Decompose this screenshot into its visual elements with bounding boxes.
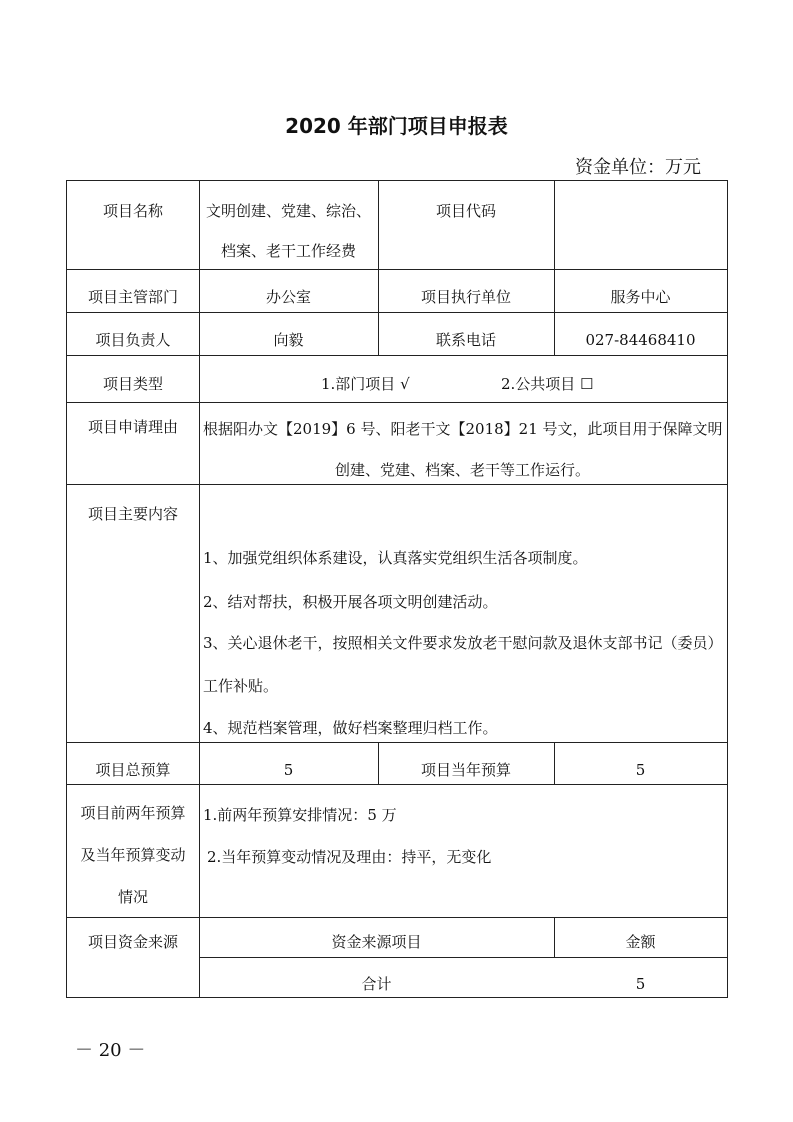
exec-unit-value: 服务中心 (610, 288, 671, 306)
reason-label: 项目申请理由 (87, 418, 178, 436)
prev-label-line3: 情况 (117, 888, 148, 906)
year-budget-value: 5 (635, 761, 646, 779)
prev-change-line: 2.当年预算变动情况及理由：持平，无变化 (207, 848, 492, 866)
row-divider (67, 784, 727, 785)
funding-total-label: 合计 (361, 975, 392, 993)
content-label: 项目主要内容 (87, 505, 178, 523)
dept-value: 办公室 (265, 288, 311, 306)
funding-label: 项目资金来源 (87, 933, 178, 951)
row-divider (67, 312, 727, 313)
project-name-label: 项目名称 (102, 202, 163, 220)
project-code-label: 项目代码 (435, 202, 496, 220)
dept-label: 项目主管部门 (87, 288, 178, 306)
total-budget-value: 5 (283, 761, 294, 779)
content-line: 1、加强党组织体系建设，认真落实党组织生活各项制度。 (203, 549, 588, 567)
total-budget-label: 项目总预算 (95, 761, 171, 779)
phone-label: 联系电话 (435, 331, 496, 349)
project-name-value-line2: 档案、老干工作经费 (220, 242, 356, 260)
row-divider (67, 402, 727, 403)
funding-total-value: 5 (635, 975, 646, 993)
owner-value: 向毅 (273, 331, 304, 349)
row-divider (67, 355, 727, 356)
row-divider (199, 957, 727, 958)
column-divider (554, 181, 555, 355)
funding-item-header: 资金来源项目 (331, 933, 422, 951)
row-divider (67, 484, 727, 485)
type-option-department: 1.部门项目 √ (321, 375, 410, 393)
row-divider (67, 742, 727, 743)
content-line: 2、结对帮扶，积极开展各项文明创建活动。 (203, 593, 498, 611)
reason-line-1: 根据阳办文【2019】6 号、阳老干文【2018】21 号文，此项目用于保障文明 (203, 420, 723, 438)
prev-budget-line: 1.前两年预算安排情况：5 万 (203, 806, 397, 824)
content-line: 4、规范档案管理，做好档案整理归档工作。 (203, 719, 498, 737)
owner-label: 项目负责人 (95, 331, 171, 349)
project-name-value-line1: 文明创建、党建、综治、 (205, 202, 371, 220)
prev-label-line2: 及当年预算变动 (80, 846, 186, 864)
row-divider (67, 269, 727, 270)
prev-label-line1: 项目前两年预算 (80, 804, 186, 822)
currency-unit: 资金单位：万元 (575, 157, 701, 178)
page-number: － 20 － (75, 1040, 146, 1061)
exec-unit-label: 项目执行单位 (420, 288, 511, 306)
funding-amount-header: 金额 (625, 933, 656, 951)
content-line: 工作补贴。 (203, 677, 279, 695)
project-form-table (66, 180, 728, 998)
content-line: 3、关心退休老干，按照相关文件要求发放老干慰问款及退休支部书记（委员） (203, 634, 723, 652)
page-title: 2020 年部门项目申报表 (285, 114, 508, 138)
reason-line-2: 创建、党建、档案、老干等工作运行。 (335, 461, 591, 479)
type-option-public: 2.公共项目 ☐ (501, 375, 594, 393)
phone-value: 027-84468410 (585, 331, 696, 349)
type-label: 项目类型 (102, 375, 163, 393)
row-divider (67, 917, 727, 918)
year-budget-label: 项目当年预算 (420, 761, 511, 779)
